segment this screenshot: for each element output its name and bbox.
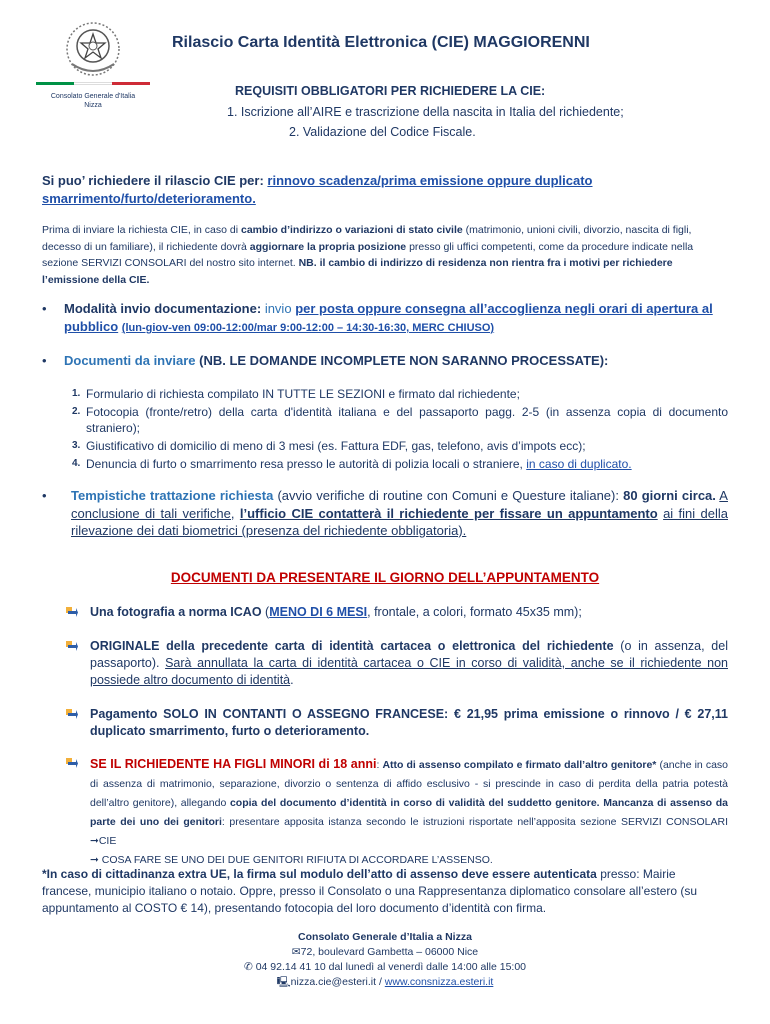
footer-address: [0, 945, 770, 960]
arrow-bullet-icon: [66, 709, 78, 720]
list-item: [72, 386, 728, 402]
prima-text: (matrimonio, unioni civili, divorzio, nascita di figli, decesso di un familiare), il richiedente dovrà: [42, 224, 692, 253]
list-item: [72, 456, 728, 472]
consolato-line-2: Nizza: [84, 102, 102, 109]
bullet-dot: •: [42, 488, 47, 503]
documenti-bullet: [42, 352, 728, 370]
foto-bold: Una fotografia a norma ICAO: [90, 605, 262, 619]
prima-bold: cambio d’indirizzo o variazioni di stato civile: [241, 224, 463, 236]
minori-text: : presentare apposita istanza secondo le istruzioni risportate nell’apposita sezione SERVIZI CONSOLARI: [221, 816, 728, 828]
arrow-right-icon: ➞: [90, 835, 99, 847]
consolato-line-1: Consolato Generale d'Italia: [50, 93, 136, 100]
item-number: 3.: [72, 440, 81, 451]
envelope-icon: ✉: [291, 946, 301, 958]
arrow-bullet-icon: [66, 607, 78, 618]
tempistiche-label: Tempistiche trattazione richiesta: [71, 488, 274, 503]
item-number: 1.: [72, 388, 81, 399]
minori-text: COSA FARE SE UNO DEI DUE GENITORI RIFIUTA DI ACCORDARE L’ASSENSO.: [101, 854, 493, 866]
footnote-paragraph: [42, 866, 728, 917]
tempistiche-underlined: ai fini della rilevazione dei dati biometrici (presenza del richiedente obbligatoria).: [71, 505, 729, 538]
pagamento-bold: Pagamento SOLO IN CONTANTI O ASSEGNO FRANCESE: € 21,95 prima emissione o rinnovo / € 27,11 duplicato smarrimento, furto o deterioramento.: [90, 707, 728, 738]
minori-text: (anche in caso di assenza di matrimonio, separazione, divorzio o sentenza di affido esclusivo - si prescinde in caso di perdita della patria potestà dell’altro genitore), allegando: [90, 759, 729, 809]
requisito-item: 2. Validazione del Codice Fiscale.: [289, 125, 476, 139]
foto-paren: (: [265, 605, 270, 619]
tempistiche-contact: l’ufficio CIE contatterà il richiedente per fissare un appuntamento: [239, 505, 658, 521]
prima-bold: NB. il cambio di indirizzo di residenza non rientra fra i motivi per richiedere l’emissione della CIE.: [42, 257, 673, 286]
footnote-text: presso: Mairie francese, municipio italiano o notaio. Oppre, presso il Consolato o una Rappresentanza diplomatico consolare all’estero (su appuntamento al COSTO € 14), presentando fotocopia del loro documento d’identità con firma.: [42, 867, 698, 915]
item-number: 4.: [72, 458, 81, 469]
item-text: Formulario di richiesta compilato IN TUTTE LE SEZIONI e firmato dal richiedente;: [86, 387, 520, 401]
originale-text: .: [290, 673, 294, 687]
bullet-dot: •: [42, 353, 47, 368]
address-text: 72, boulevard Gambetta – 06000 Nice: [300, 946, 479, 958]
minori-bold: Atto di assenso compilato e firmato dall’altro genitore*: [382, 759, 657, 771]
footer-contacts: [0, 975, 770, 990]
computer-icon: 🖳: [276, 976, 291, 988]
documenti-note: (NB. LE DOMANDE INCOMPLETE NON SARANNO PROCESSATE):: [199, 353, 609, 368]
tempistiche-bullet: [42, 487, 728, 540]
modalita-bullet: [42, 300, 728, 337]
email-link[interactable]: nizza.cie@esteri.it: [290, 976, 377, 988]
item-text: Fotocopia (fronte/retro) della carta d'identità italiana e del passaporto pagg. 2-5 (in assenza copia di documento straniero);: [86, 405, 728, 435]
tempistiche-text: (avvio verifiche di routine con Comuni e Questure italiane):: [277, 488, 619, 503]
originale-item: [66, 638, 728, 689]
modalita-label: Modalità invio documentazione:: [64, 301, 262, 316]
duplicato-link: in caso di duplicato.: [526, 457, 632, 471]
item-number: 2.: [72, 406, 81, 417]
footer-title: Consolato Generale d’Italia a Nizza: [298, 931, 472, 943]
item-text: Denuncia di furto o smarrimento resa presso le autorità di polizia locali o straniere,: [86, 457, 523, 471]
arrow-right-icon: ➞: [90, 854, 99, 866]
phone-icon: ✆: [243, 961, 253, 973]
arrow-bullet-icon: [66, 641, 78, 652]
intro-paragraph: [42, 172, 728, 208]
intro-reasons: rinnovo scadenza/prima emissione oppure duplicato smarrimento/furto/deterioramento.: [42, 173, 593, 206]
prima-paragraph: [42, 222, 728, 288]
arrow-bullet-icon: [66, 758, 78, 769]
documenti-label: Documenti da inviare: [64, 353, 196, 368]
website-link[interactable]: www.consnizza.esteri.it: [384, 976, 494, 988]
originale-bold: ORIGINALE della precedente carta di identità cartacea o elettronica del richiedente: [90, 639, 614, 653]
minori-item: [66, 755, 728, 870]
foto-text: , frontale, a colori, formato 45x35 mm);: [367, 605, 582, 619]
pagamento-item: [66, 706, 728, 740]
minori-colon: :: [376, 759, 380, 771]
appuntamento-title: DOCUMENTI DA PRESENTARE IL GIORNO DELL’APPUNTAMENTO: [170, 570, 600, 585]
item-text: Giustificativo di domicilio di meno di 3 mesi (es. Fattura EDF, gas, telefono, avis d’impots ecc);: [86, 439, 586, 453]
minori-heading: SE IL RICHIEDENTE HA FIGLI MINORI di 18 anni: [90, 757, 377, 771]
footer-phone: [0, 960, 770, 975]
prima-bold: aggiornare la propria posizione: [249, 240, 407, 253]
page-title: Rilascio Carta Identità Elettronica (CIE) MAGGIORENNI: [172, 34, 590, 51]
footer: [0, 930, 770, 990]
minori-text: CIE: [98, 835, 117, 847]
foto-item: [66, 604, 728, 621]
footnote-bold: *In caso di cittadinanza extra UE, la firma sul modulo dell’atto di assenso deve essere autenticata: [42, 867, 597, 881]
bullet-dot: •: [42, 301, 47, 316]
italian-republic-emblem-icon: [62, 18, 124, 80]
modalita-link: per posta oppure consegna all’accoglienza negli orari di apertura al pubblico: [64, 301, 713, 334]
intro-lead: Si puo’ richiedere il rilascio CIE per:: [42, 173, 264, 188]
originale-underlined: Sarà annullata la carta di identità cartacea o CIE in corso di validità, anche se il richiedente non possiede altro documento di identità: [90, 656, 728, 687]
italian-flag-stripe: [36, 82, 150, 85]
modalita-text: invio: [264, 301, 292, 316]
modalita-hours: (lun-giov-ven 09:00-12:00/mar 9:00-12:00 – 14:30-16:30, MERC CHIUSO): [121, 322, 495, 334]
list-item: [72, 404, 728, 436]
phone-text: 04 92.14 41 10 dal lunedì al venerdì dalle 14:00 alle 15:00: [255, 961, 527, 973]
tempistiche-bold: 80 giorni circa.: [623, 488, 716, 503]
consolato-logo-label: [36, 92, 150, 110]
minori-bold: copia del documento d’identità in corso di validità del suddetto genitore. Mancanza di assenso da parte dei uno dei genitori: [90, 797, 728, 828]
requisiti-title: REQUISITI OBBLIGATORI PER RICHIEDERE LA CIE:: [235, 84, 546, 98]
documenti-list: [72, 386, 728, 474]
list-item: [72, 438, 728, 454]
prima-text: presso gli uffici competenti, come da procedure indicate nella sezione SERVIZI CONSOLARI del nostro sito internet.: [42, 240, 694, 269]
prima-text: Prima di inviare la richiesta CIE, in caso di: [42, 224, 239, 236]
footer-separator: /: [376, 976, 385, 988]
originale-text: (o in assenza, del passaporto).: [90, 639, 728, 670]
tempistiche-underlined: A conclusione di tali verifiche,: [71, 488, 728, 521]
requisito-item: 1. Iscrizione all’AIRE e trascrizione della nascita in Italia del richiedente;: [227, 105, 624, 119]
foto-link: MENO DI 6 MESI: [269, 605, 368, 619]
